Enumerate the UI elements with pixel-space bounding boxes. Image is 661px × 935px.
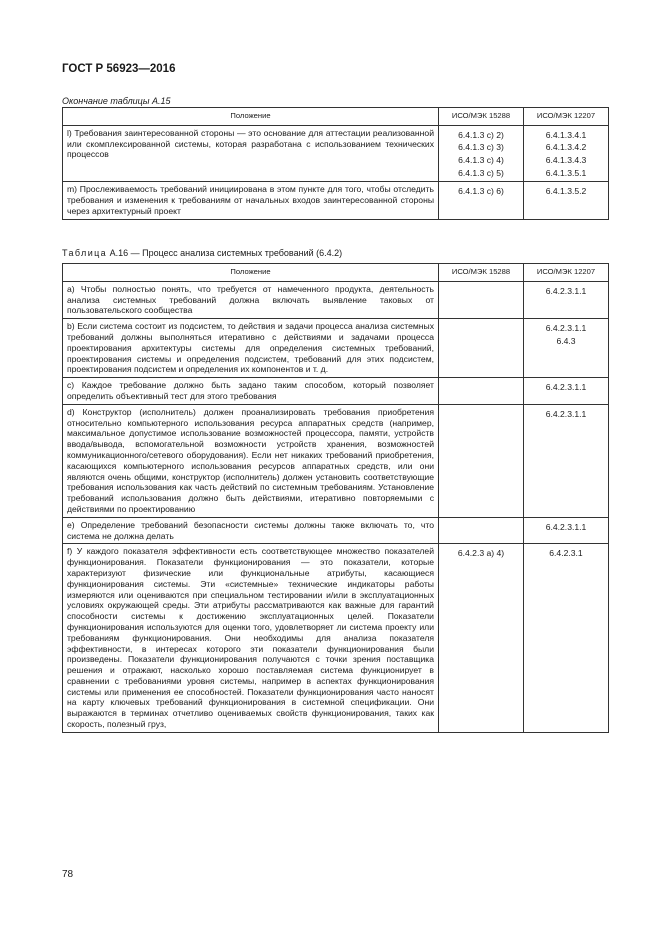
iso12207-refs [524, 544, 609, 733]
table-a16-caption [62, 248, 342, 258]
table-row [63, 378, 609, 405]
page-number: 78 [62, 869, 74, 880]
clause-reference: 6.4.1.3 c) 2) [458, 129, 504, 140]
provision-text: c) Каждое требование должно быть задано таким способом, который позволяет определить объективный тест для этого требования [63, 378, 439, 405]
document-title: ГОСТ Р 56923—2016 [62, 63, 176, 75]
iso15288-refs [439, 281, 524, 318]
provision-text: b) Если система состоит из подсистем, то действия и задачи процесса анализа системных требований должны выполняться итеративно с действиями и задачами процесса проектирования архитектуры системы для определения системных требований, проектирования системы и определения подсистем, требований для этих подсистем, проектирования подсистем и определения их компонентов и т. д. [63, 319, 439, 378]
clause-reference: 6.4.1.3 c) 3) [458, 142, 504, 153]
iso15288-refs [439, 319, 524, 378]
table-row [63, 544, 609, 733]
table-a16-caption-text: А.16 — Процесс анализа системных требований (6.4.2) [107, 248, 343, 258]
clause-reference: 6.4.1.3.5.2 [545, 186, 587, 197]
iso12207-refs [524, 281, 609, 318]
clause-reference: 6.4.2.3 a) 4) [457, 548, 505, 559]
iso12207-refs [524, 182, 609, 219]
iso15288-refs [439, 182, 524, 219]
table-row [63, 319, 609, 378]
table-row [63, 182, 609, 219]
clause-reference: 6.4.1.3.4.2 [545, 142, 587, 153]
provision-text: l) Требования заинтересованной стороны — это основание для аттестации реализованной или скомплексированной системы, которая разработана с использованием технических процессов [63, 125, 439, 181]
provision-text: e) Определение требований безопасности системы должны также включать то, что система не должна делать [63, 517, 439, 544]
iso12207-refs [524, 404, 609, 517]
column-header-provision: Положение [63, 108, 439, 126]
clause-reference: 6.4.1.3.4.3 [545, 154, 587, 165]
column-header-iso12207: ИСО/МЭК 12207 [524, 264, 609, 282]
table-row [63, 404, 609, 517]
clause-reference: 6.4.1.3 c) 4) [458, 154, 504, 165]
iso12207-refs [524, 378, 609, 405]
table-header-row [63, 264, 609, 282]
iso12207-refs [524, 517, 609, 544]
clause-reference: 6.4.2.3.1 [549, 548, 583, 559]
table-a16-body [63, 281, 609, 732]
clause-reference: 6.4.2.3.1.1 [545, 408, 587, 419]
provision-text: m) Прослеживаемость требований инициирована в этом пункте для того, чтобы отследить требования и изменения к требованиям от начальных входов заинтересованной стороны через архитектурный проект [63, 182, 439, 219]
clause-reference: 6.4.1.3.4.1 [545, 129, 587, 140]
iso15288-refs [439, 378, 524, 405]
iso15288-refs [439, 404, 524, 517]
provision-text: a) Чтобы полностью понять, что требуется от намеченного продукта, деятельность анализа системных требований должна включать выявление таковых от пользовательского сообщества [63, 281, 439, 318]
table-header-row [63, 108, 609, 126]
table-a15-caption: Окончание таблицы А.15 [62, 96, 171, 106]
table-a15 [62, 107, 609, 220]
clause-reference: 6.4.2.3.1.1 [545, 323, 587, 334]
column-header-iso15288: ИСО/МЭК 15288 [439, 108, 524, 126]
column-header-provision: Положение [63, 264, 439, 282]
table-a15-body [63, 125, 609, 219]
clause-reference: 6.4.2.3.1.1 [545, 521, 587, 532]
table-row [63, 125, 609, 181]
iso15288-refs [439, 125, 524, 181]
iso12207-refs [524, 319, 609, 378]
iso15288-refs [439, 517, 524, 544]
column-header-iso15288: ИСО/МЭК 15288 [439, 264, 524, 282]
clause-reference: 6.4.1.3 c) 5) [458, 167, 504, 178]
table-a16-caption-prefix: Таблица [62, 248, 108, 258]
clause-reference: 6.4.1.3.5.1 [545, 167, 587, 178]
table-row [63, 281, 609, 318]
column-header-iso12207: ИСО/МЭК 12207 [524, 108, 609, 126]
clause-reference: 6.4.1.3 c) 6) [458, 186, 504, 197]
provision-text: f) У каждого показателя эффективности есть соответствующее множество показателей функционирования. Показатели функционирования — это показатели, которые характеризуют физические или функциональные атрибуты, касающиеся функционирования системы. Эти «системные» технические индикаторы работы измеряются или оцениваются при специальном тестировании и/или в эксплуатационных условиях окружающей среды. Эти атрибуты рассматриваются как важные для гарантий способности системы к достижению эксплуатационных целей. Показатели функционирования используются для оценки того, удовлетворяет ли система проекту или требованиям функционирования. Они необходимы для анализа показателя эффективности, в интересах которого эти показатели функционирования были произведены. Показатели функционирования получаются с точки зрения поставщика решения и отражают, насколько хорошо поставляемая система функционирует в сравнении с требованиями уровня системы, например в аспектах функционирования системы или применения ее способностей. Показатели функционирования часто наносят на карту ключевых требований функционирования в системной спецификации. Они выражаются в терминах отчетливо оцениваемых свойств функционирования, таких как скорость, полезный груз, [63, 544, 439, 733]
table-row [63, 517, 609, 544]
clause-reference: 6.4.3 [556, 335, 576, 346]
clause-reference: 6.4.2.3.1.1 [545, 285, 587, 296]
clause-reference: 6.4.2.3.1.1 [545, 382, 587, 393]
iso15288-refs [439, 544, 524, 733]
table-a16 [62, 263, 609, 733]
iso12207-refs [524, 125, 609, 181]
provision-text: d) Конструктор (исполнитель) должен проанализировать требования приобретения относительно компьютерного использования ресурса аппаратных средств (например, максимальное допустимое использование возможностей процессора, памяти, устройств ввода/вывода, вспомогательной возможности устройств хранения, возможностей коммуникационного/сетевого оборудования). Если нет никаких требований приобретения, касающихся компьютерного использования ресурсов аппаратных средств, или они являются очень общими, конструктор (исполнитель) должен установить соответствующие требования использования как часть действий по системным требованиям. Установление требований использования должно быть действиями, итеративно повторяемыми с действиями по проектированию [63, 404, 439, 517]
